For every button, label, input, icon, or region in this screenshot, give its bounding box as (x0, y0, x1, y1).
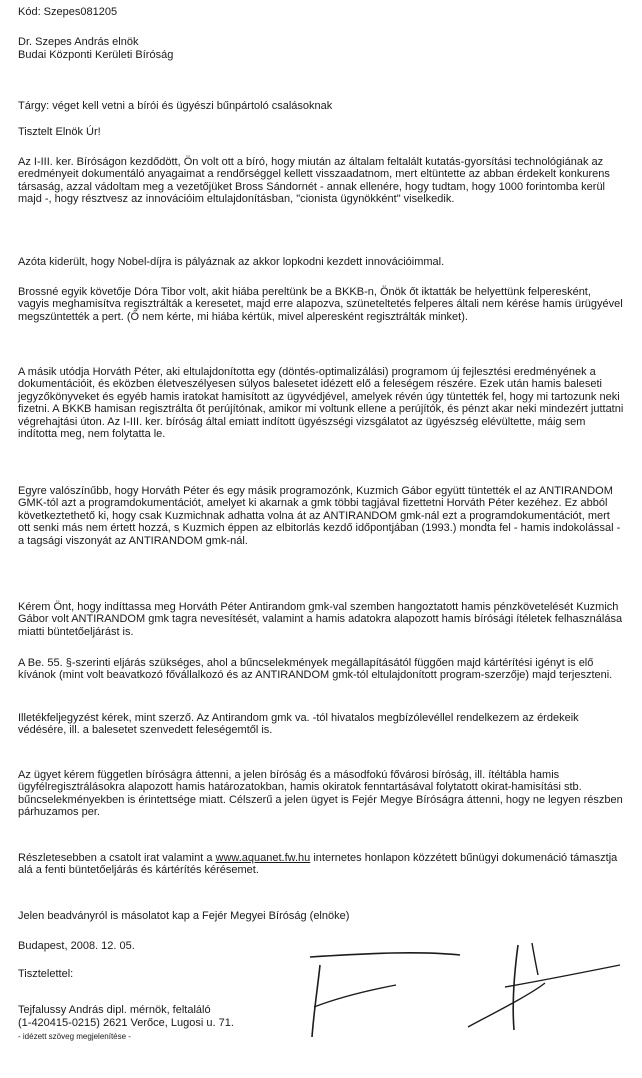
paragraph-1: Az I-III. ker. Bíróságon kezdődött, Ön volt ott a bíró, hogy miután az általam feltalált kutatás-gyorsítási technológiának az eredményeit dokumentáló anyagaimat a rendőrséggel kellett visszaadatnom, mert eltüntette az abban érdekelt konkurens társaság, azzal vádoltam meg a vezetőjüket Bross Sándornét - annak ellenére, hogy tudtam, hogy 1000 forintomba kerül majd -, hogy résztvesz az innovációim eltulajdonításban, "cionista ügynökként" viselkedik. (18, 156, 610, 206)
website-link[interactable]: www.aquanet.fw.hu (215, 852, 311, 864)
paragraph-3: Brossné egyik követője Dóra Tibor volt, akit hiába pereltünk be a BKKB-n, Önök őt iktatták be helyettünk felperesként, vagyis meghamisítva regisztrálták a keresetet, majd erre alapozva, szüneteltetés felperes általi nem kérése hamis ürügyével megszüntették a pert. (Ő nem kérte, mi hiába kértük, mivel alperesként regisztrálták minket). (18, 286, 623, 323)
paragraph-10-text-before: Részletesebben a csatolt irat valamint a (18, 852, 216, 864)
subject-line: Tárgy: véget kell vetni a bírói és ügyészi bűnpártoló csalásoknak (18, 100, 333, 112)
paragraph-4: A másik utódja Horváth Péter, aki eltulajdonította egy (döntés-optimalizálási) programom új fejlesztési eredményének a dokumentációit, és eközben életveszélyesen súlyos balesetet idézett elő a feleségem részére. Ezek után hamis baleseti jegyzőkönyveket és egyéb hamis iratokat hamisított az ügyvédjével, amelyek révén úgy tüntették fel, hogy mi tartozunk neki fizetni. A BKKB hamisan regisztrálta őt perújítónak, amikor mi voltunk ellene a perújítók, és pénzt akar neki mindezért juttatni végrehajtási úton. Az I-III. ker. bíróság által emiatt indított ügyészségi vizsgálatot az ügyészség elévültette, máig sem indította meg, nem folytatta le. (18, 366, 624, 441)
paragraph-7: A Be. 55. §-szerinti eljárás szükséges, ahol a bűncselekmények megállapításától függően majd kártérítési igényt is elő kívánok (mint volt beavatkozó fővállalkozó és az ANTIRANDOM gmk-tól eltulajdonított program-szerzője) majd terjeszteni. (18, 657, 613, 682)
handwritten-signature (300, 935, 630, 1045)
salutation: Tisztelt Elnök Úr! (18, 126, 101, 138)
paragraph-6: Kérem Önt, hogy indíttassa meg Horváth Péter Antirandom gmk-val szemben hangoztatott hamis pénzkövetelését Kuzmich Gábor volt ANTIRANDOM gmk tagra nevesítését, valamint a hamis adatokra alapozott hamis bírósági ítéletek felhasználása miatti büntetőeljárást is. (18, 601, 623, 638)
signer-address: (1-420415-0215) 2621 Verőce, Lugosi u. 71. (18, 1017, 234, 1029)
paragraph-11: Jelen beadványról is másolatot kap a Fejér Megyei Bíróság (elnöke) (18, 910, 350, 922)
signer-name: Tejfalussy András dipl. mérnök, feltaláló (18, 1004, 211, 1016)
recipient-org: Budai Központi Kerületi Bíróság (18, 49, 174, 61)
closing: Tisztelettel: (18, 968, 74, 980)
letter-date: Budapest, 2008. 12. 05. (18, 940, 135, 952)
paragraph-5: Egyre valószínűbb, hogy Horváth Péter és egy másik programozónk, Kuzmich Gábor együtt tüntették el az ANTIRANDOM GMK-tól azt a programdokumentációt, amelyet ki akarnak a gmk többi tagjával fizettetni Horváth Péter kezéhez. Ez abból következtethető ki, hogy csak Kuzmichnak adhatta volna át az ANTIRANDOM gmk-nál ezt a programdokumentációt, mert ott senki más nem értett hozzá, s Kuzmich éppen az elbitorlás kezdő időpontjában (1993.) mondta fel - hamis indokolással - a tagsági viszonyát az ANTIRANDOM gmk-nál. (18, 485, 621, 547)
paragraph-9: Az ügyet kérem független bíróságra áttenni, a jelen bíróság és a másodfokú fővárosi bíróság, ill. ítéltábla hamis ügyfélregisztrálásokra alapozott hamis határozatokban, hamis okiratok fenntartásával folytatott okirat-hamisítási stb. bűncselekményekben is érintettsége miatt. Célszerű a jelen ügyet is Fejér Megye Bíróságra áttenni, hogy ne legyen részben párhuzamos per. (18, 769, 623, 819)
paragraph-10 (18, 852, 624, 877)
paragraph-8: Illetékfeljegyzést kérek, mint szerző. Az Antirandom gmk va. -tól hivatalos megbízólevéllel rendelkezem az érdekeik védésére, ill. a balesetet szenvedett feleségemtől is. (18, 712, 579, 737)
paragraph-2: Azóta kiderült, hogy Nobel-díjra is pályáznak az akkor lopkodni kezdett innovációimmal. (18, 256, 445, 268)
document-code: Kód: Szepes081205 (18, 6, 118, 18)
recipient-name: Dr. Szepes András elnök (18, 36, 139, 48)
paragraph-10-text-after: internetes honlapon közzétett bűnügyi dokumenáció támasztja alá a fenti büntetőeljárás és kártérítés kérésemet. (18, 852, 618, 877)
quoted-text-note: - idézett szöveg megjelenítése - (18, 1032, 131, 1041)
